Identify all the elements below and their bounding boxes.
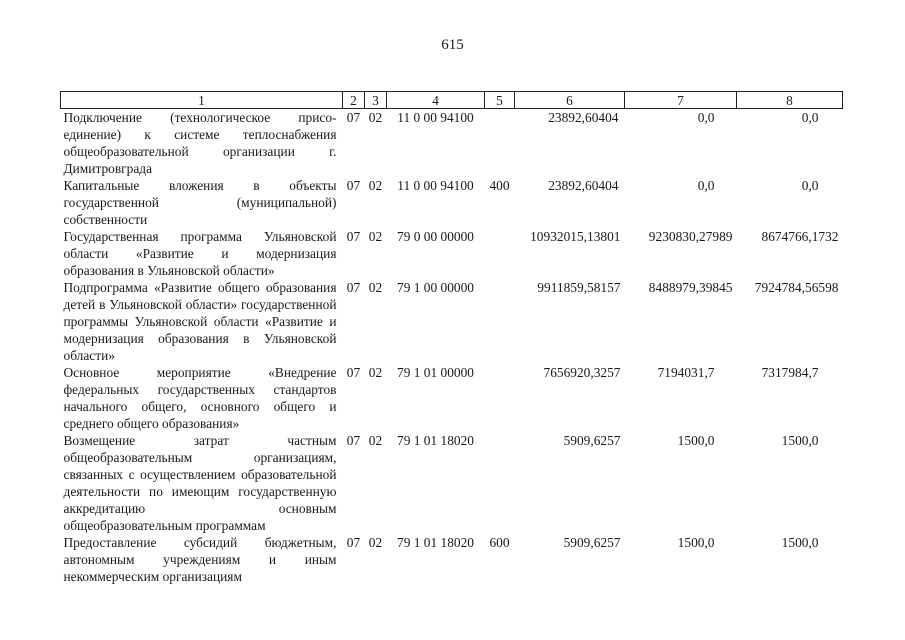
target-article-code: 79 0 00 00000 xyxy=(397,229,474,244)
target-article-code: 79 1 01 00000 xyxy=(397,365,474,380)
row-name: Основное мероприятие «Внедрение федеральных государственных стандартов начального общего, основного общего и среднего общего образования» xyxy=(63,365,337,431)
amount-col7: 9230830,27989 xyxy=(648,229,733,244)
row-name: Государственная программа Ульяновской области «Развитие и модернизация образования в Ульяновской области» xyxy=(63,229,337,278)
section-code: 07 xyxy=(346,433,361,448)
section-code: 07 xyxy=(346,535,361,550)
expense-type-code xyxy=(485,432,515,534)
column-header: 3 xyxy=(365,92,387,109)
subsection-code: 02 xyxy=(368,178,383,193)
amount-col8: 0,0 xyxy=(801,178,819,193)
amount-col8: 1500,0 xyxy=(781,535,819,550)
amount-col6: 5909,6257 xyxy=(563,433,621,448)
amount-col7: 7194031,7 xyxy=(657,365,715,380)
column-header: 5 xyxy=(485,92,515,109)
target-article-code: 11 0 00 94100 xyxy=(397,110,474,125)
amount-col7: 0,0 xyxy=(697,110,715,125)
amount-col8: 1500,0 xyxy=(781,433,819,448)
target-article-code: 79 1 00 00000 xyxy=(397,280,474,295)
page-number: 615 xyxy=(441,37,464,53)
section-code: 07 xyxy=(346,280,361,295)
row-name: Предоставление субсидий бюджетным, автономным учреждениям и иным некоммерческим организациям xyxy=(63,535,337,584)
subsection-code: 02 xyxy=(368,110,383,125)
column-header: 2 xyxy=(343,92,365,109)
row-name: Капитальные вложения в объекты государственной (муниципальной) собственности xyxy=(63,178,337,227)
subsection-code: 02 xyxy=(368,280,383,295)
column-header: 8 xyxy=(737,92,843,109)
expense-type-code xyxy=(485,364,515,432)
row-name: Подпрограмма «Развитие общего образования детей в Ульяновской области» государственной программы Ульяновской области «Развитие и модернизация образования в Ульяновской области» xyxy=(63,280,337,363)
table-row xyxy=(61,364,843,432)
column-header: 4 xyxy=(387,92,485,109)
subsection-code: 02 xyxy=(368,365,383,380)
expense-type-code xyxy=(485,279,515,364)
column-header: 7 xyxy=(625,92,737,109)
amount-col8: 0,0 xyxy=(801,110,819,125)
target-article-code: 11 0 00 94100 xyxy=(397,178,474,193)
subsection-code: 02 xyxy=(368,535,383,550)
section-code: 07 xyxy=(346,365,361,380)
table-row xyxy=(61,109,843,178)
expense-type-code: 400 xyxy=(489,178,510,193)
amount-col7: 0,0 xyxy=(697,178,715,193)
amount-col7: 1500,0 xyxy=(677,535,715,550)
expense-type-code xyxy=(485,109,515,178)
table-row xyxy=(61,177,843,228)
expense-type-code: 600 xyxy=(489,535,510,550)
row-name: Возмещение затрат частным общеобразовательным организациям, связанных с осуществлением образовательной деятельности по имеющим государственную аккредитацию основным общеобразовательным программам xyxy=(63,433,337,533)
subsection-code: 02 xyxy=(368,229,383,244)
budget-table xyxy=(60,91,843,585)
table-row xyxy=(61,432,843,534)
section-code: 07 xyxy=(346,110,361,125)
amount-col6: 10932015,13801 xyxy=(530,229,621,244)
table-row xyxy=(61,534,843,585)
section-code: 07 xyxy=(346,178,361,193)
amount-col8: 7317984,7 xyxy=(761,365,819,380)
expense-type-code xyxy=(485,228,515,279)
table-header xyxy=(61,92,843,109)
amount-col8: 7924784,56598 xyxy=(754,280,839,295)
row-name: Подключение (технологическое присо-единение) к системе теплоснабжения общеобразовательной организации г. Димитровграда xyxy=(63,110,337,176)
amount-col8: 8674766,1732 xyxy=(761,229,839,244)
amount-col6: 23892,60404 xyxy=(548,178,619,193)
table-row xyxy=(61,279,843,364)
amount-col6: 23892,60404 xyxy=(548,110,619,125)
target-article-code: 79 1 01 18020 xyxy=(397,433,474,448)
table-row xyxy=(61,228,843,279)
section-code: 07 xyxy=(346,229,361,244)
amount-col7: 8488979,39845 xyxy=(648,280,733,295)
amount-col6: 7656920,3257 xyxy=(543,365,621,380)
column-header: 6 xyxy=(515,92,625,109)
amount-col7: 1500,0 xyxy=(677,433,715,448)
column-header: 1 xyxy=(61,92,343,109)
target-article-code: 79 1 01 18020 xyxy=(397,535,474,550)
amount-col6: 5909,6257 xyxy=(563,535,621,550)
subsection-code: 02 xyxy=(368,433,383,448)
amount-col6: 9911859,58157 xyxy=(537,280,621,295)
